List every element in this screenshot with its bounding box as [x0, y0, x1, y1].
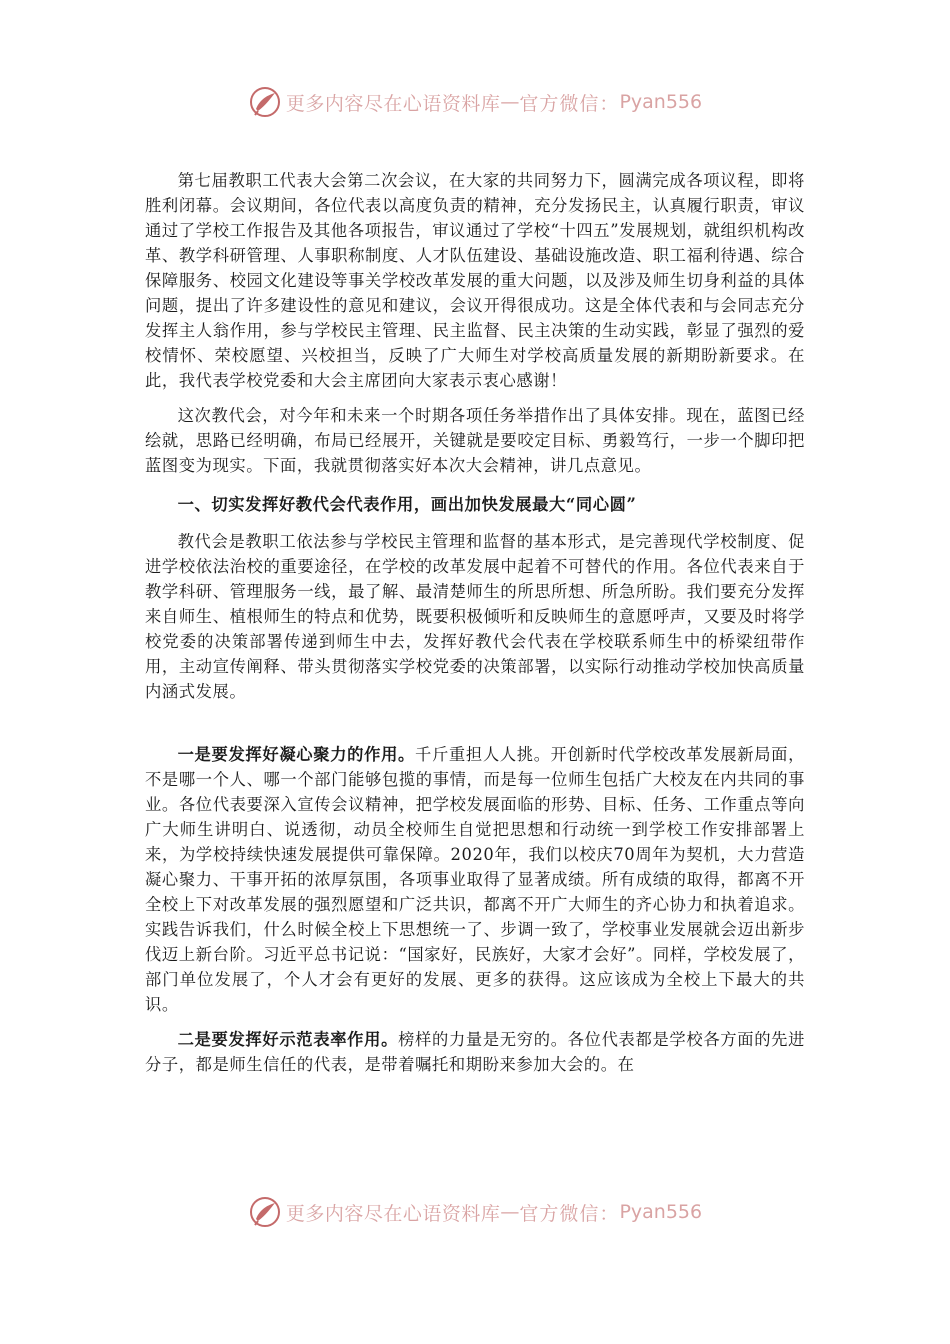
paragraph-5 [145, 1027, 805, 1077]
paragraph-3: 教代会是教职工依法参与学校民主管理和监督的基本形式，是完善现代学校制度、促进学校依法治校的重要途径，在学校的改革发展中起着不可替代的作用。各位代表来自于教学科研、管理服务一线，最了解、最清楚师生的所思所想、所急所盼。我们要充分发挥来自师生、植根师生的特点和优势，既要积极倾听和反映师生的意愿呼声，又要及时将学校党委的决策部署传递到师生中去，发挥好教代会代表在学校联系师生中的桥梁纽带作用，主动宣传阐释、带头贯彻落实学校党委的决策部署，以实际行动推动学校加快高质量内涵式发展。 [145, 532, 805, 701]
watermark-text: 更多内容尽在心语资料库 [285, 92, 501, 115]
paragraph-4 [145, 742, 805, 1017]
paragraph-1: 第七届教职工代表大会第二次会议，在大家的共同努力下，圆满完成各项议程，即将胜利闭幕。会议期间，各位代表以高度负责的精神，充分发扬民主，认真履行职责，审议通过了学校工作报告及其他各项报告，审议通过了学校“十四五”发展规划，就组织机构改革、教学科研管理、人事职称制度、人才队伍建设、基础设施改造、职工福利待遇、综合保障服务、校园文化建设等事关学校改革发展的重大问题，以及涉及师生切身利益的具体问题，提出了许多建设性的意见和建议，会议开得很成功。这是全体代表和与会同志充分发挥主人翁作用，参与学校民主管理、民主监督、民主决策的生动实践，彰显了强烈的爱校情怀、荣校愿望、兴校担当，反映了广大师生对学校高质量发展的新期盼新要求。在此，我代表学校党委和大会主席团向大家表示衷心感谢！ [145, 171, 805, 390]
paragraph-4-lead: 一是要发挥好凝心聚力的作用。 [177, 745, 416, 764]
paragraph-4-text: 千斤重担人人挑。开创新时代学校改革发展新局面，不是哪一个人、哪一个部门能够包揽的事情，而是每一位师生包括广大校友在内共同的事业。各位代表要深入宣传会议精神，把学校发展面临的形势、目标、任务、工作重点等向广大师生讲明白、说透彻，动员全校师生自觉把思想和行动统一到学校工作安排部署上来，为学校持续快速发展提供可靠保障。2020年，我们以校庆70周年为契机，大力营造凝心聚力、干事开拓的浓厚氛围，各项事业取得了显著成绩。所有成绩的取得，都离不开全校上下对改革发展的强烈愿望和广泛共识，都离不开广大师生的齐心协力和执着追求。实践告诉我们，什么时候全校上下思想统一了、步调一致了，学校事业发展就会迈出新步伐迈上新台阶。习近平总书记说：“国家好，民族好，大家才会好”。同样，学校发展了，部门单位发展了，个人才会有更好的发展、更多的获得。这应该成为全校上下最大的共识。 [145, 745, 805, 1014]
document-body [145, 168, 805, 1087]
logo-icon [248, 1195, 282, 1229]
section-heading-1: 一、切实发挥好教代会代表作用，画出加快发展最大“同心圆” [177, 495, 637, 514]
watermark-text: 更多内容尽在心语资料库 [285, 1202, 501, 1225]
watermark-id: Pyan556 [619, 1201, 703, 1223]
watermark-separator: — [500, 91, 520, 113]
paragraph-5-lead: 二是要发挥好示范表率作用。 [177, 1030, 399, 1049]
watermark-separator: — [500, 1201, 520, 1223]
paragraph-2: 这次教代会，对今年和未来一个时期各项任务举措作出了具体安排。现在，蓝图已经绘就，思路已经明确，布局已经展开，关键就是要咬定目标、勇毅笃行，一步一个脚印把蓝图变为现实。下面，我就贯彻落实好本次大会精神，讲几点意见。 [145, 406, 805, 475]
spacer [145, 714, 805, 742]
footer-watermark [0, 1192, 950, 1232]
paragraph-5-text: 榜样的力量是无穷的。各位代表都是学校各方面的先进分子，都是师生信任的代表，是带着嘱托和期盼来参加大会的。在 [145, 1030, 805, 1074]
header-watermark [0, 82, 950, 122]
watermark-sub: 官方微信： [519, 1202, 620, 1225]
logo-icon [248, 85, 282, 119]
watermark-id: Pyan556 [619, 91, 703, 113]
watermark-sub: 官方微信： [519, 92, 620, 115]
